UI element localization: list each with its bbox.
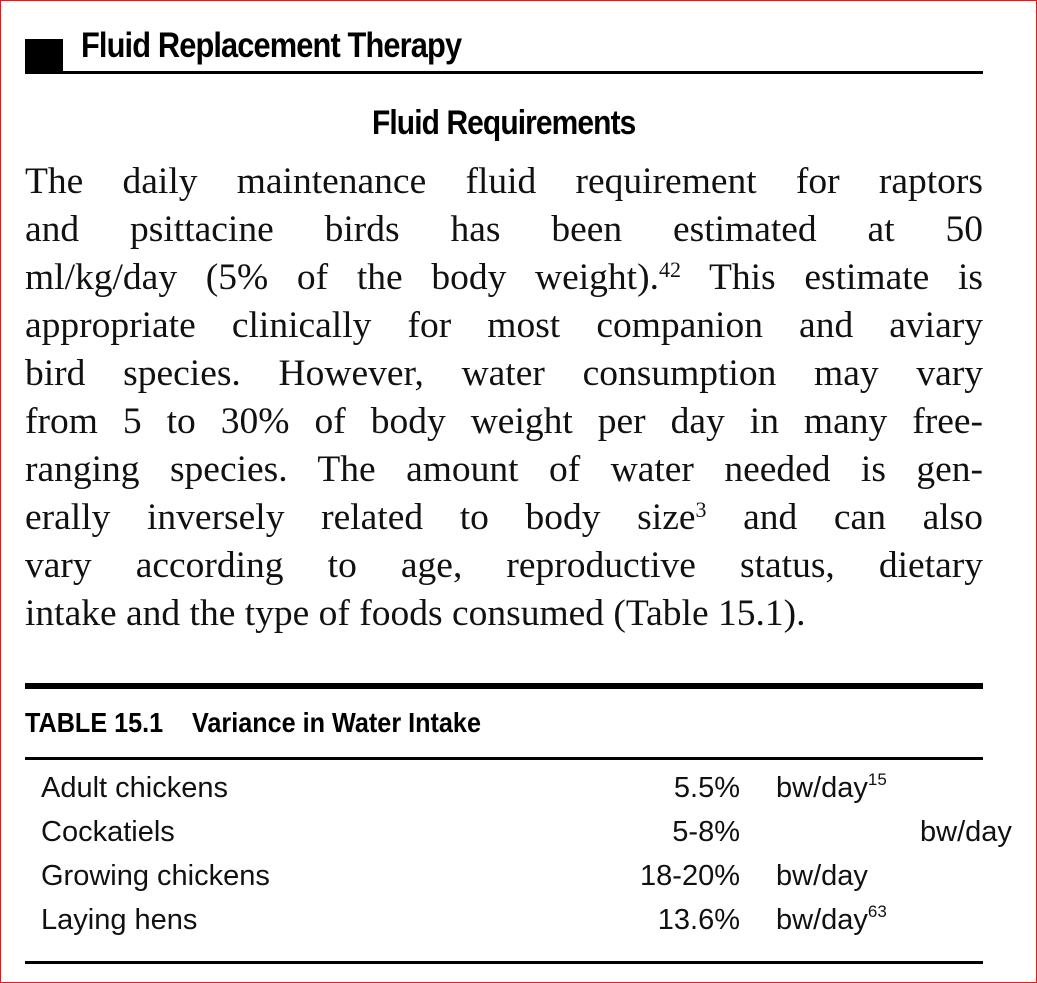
table-number: TABLE 15.1 xyxy=(25,707,164,738)
citation-ref: 42 xyxy=(658,257,681,282)
paragraph-line: intake and the type of foods consumed (Table 15.1). xyxy=(25,593,806,634)
table-row xyxy=(0,860,1037,900)
species-cell: Adult chickens xyxy=(41,772,228,804)
table-header-rule xyxy=(25,757,983,760)
section-title: Fluid Replacement Therapy xyxy=(81,26,462,65)
paragraph-line: bird species. However, water consumption may vary xyxy=(25,353,983,394)
body-paragraph xyxy=(25,158,983,638)
line-text: This estimate is xyxy=(680,257,983,298)
subsection-heading-text: Fluid Requirements xyxy=(372,104,636,142)
citation-ref: 63 xyxy=(867,902,887,921)
section-marker-block xyxy=(25,39,63,73)
table-row xyxy=(0,816,1037,856)
species-cell: Cockatiels xyxy=(41,816,175,848)
intake-value-cell: 5.5% xyxy=(673,772,740,804)
paragraph-line: The daily maintenance fluid requirement for raptors xyxy=(25,161,983,202)
paragraph-line: vary according to age, reproductive status, dietary xyxy=(25,545,983,586)
intake-value-cell: 5-8% xyxy=(672,816,740,848)
table-bottom-rule xyxy=(25,961,983,964)
table-row xyxy=(0,904,1037,944)
unit-cell xyxy=(776,772,887,805)
paragraph-line: ranging species. The amount of water needed is gen- xyxy=(25,449,983,490)
intake-value-cell: 13.6% xyxy=(657,904,740,936)
unit-cell xyxy=(920,816,1012,849)
paragraph-line xyxy=(25,254,983,302)
unit-text: bw/day xyxy=(776,772,868,804)
citation-ref: 3 xyxy=(695,497,707,522)
unit-cell xyxy=(776,860,868,893)
line-text: and can also xyxy=(706,497,983,538)
section-rule xyxy=(25,71,983,74)
paragraph-line: appropriate clinically for most companion and aviary xyxy=(25,305,983,346)
table-top-rule xyxy=(25,683,983,689)
table-caption xyxy=(25,707,481,739)
subsection-heading xyxy=(0,104,1008,143)
species-cell: Growing chickens xyxy=(41,860,270,892)
unit-text: bw/day xyxy=(776,860,868,892)
paragraph-line: from 5 to 30% of body weight per day in many free- xyxy=(25,401,983,442)
line-text: ml/kg/day (5% of the body weight). xyxy=(25,257,659,298)
unit-text: bw/day xyxy=(920,816,1012,848)
paragraph-line xyxy=(25,494,983,542)
unit-text: bw/day xyxy=(776,904,868,936)
table-row xyxy=(0,772,1037,812)
intake-value-cell: 18-20% xyxy=(640,860,740,892)
line-text: erally inversely related to body size xyxy=(25,497,696,538)
section-header xyxy=(25,22,983,74)
species-cell: Laying hens xyxy=(41,904,198,936)
unit-cell xyxy=(776,904,887,937)
table-title: Variance in Water Intake xyxy=(191,707,481,738)
paragraph-line: and psittacine birds has been estimated at 50 xyxy=(25,209,983,250)
citation-ref: 15 xyxy=(867,770,887,789)
